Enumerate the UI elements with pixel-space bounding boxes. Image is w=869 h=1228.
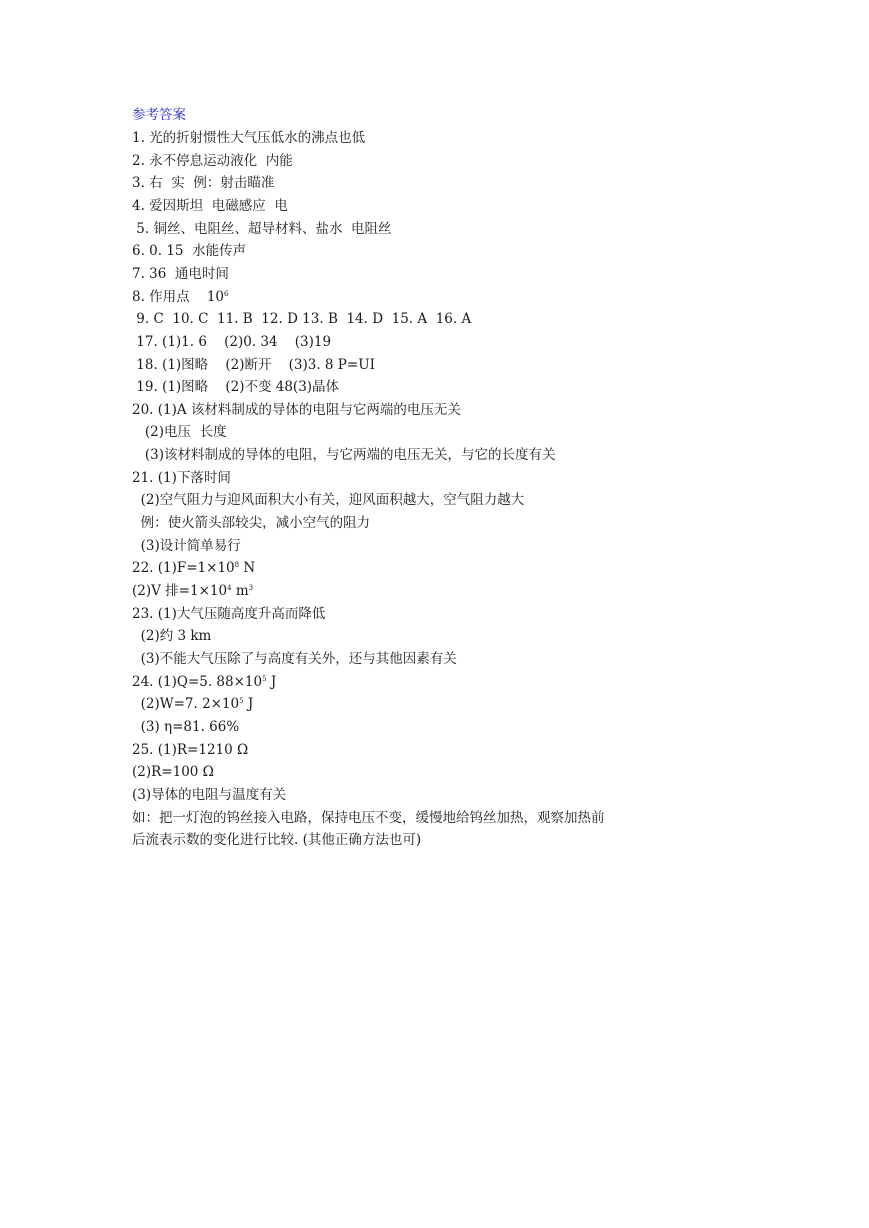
- answer-line: [132, 514, 370, 532]
- answer-line: [132, 741, 248, 759]
- answer-line: [132, 718, 239, 736]
- superscript: 4: [227, 584, 232, 592]
- answer-text: 9. C 10. C 11. B 12. D 13. B 14. D 15. A 16. A: [132, 311, 472, 327]
- answer-text: 20. (1)A 该材料制成的导体的电阻与它两端的电压无关: [132, 402, 461, 418]
- answer-text: 8. 作用点 10: [132, 289, 225, 305]
- answer-text: 21. (1)下落时间: [132, 470, 231, 486]
- answer-text: (3)不能大气压除了与高度有关外，还与其他因素有关: [132, 651, 457, 667]
- answer-text: 如：把一灯泡的钨丝接入电路，保持电压不变，缓慢地给钨丝加热，观察加热前: [132, 810, 605, 826]
- answer-text: (2)W=7. 2×10: [132, 696, 240, 712]
- answer-text: (2)空气阻力与迎风面积大小有关，迎风面积越大，空气阻力越大: [132, 492, 525, 508]
- superscript: 5: [239, 697, 244, 705]
- answer-text: 3. 右 实 例：射击瞄准: [132, 175, 275, 191]
- answer-line: [132, 673, 276, 691]
- answer-text: (3)设计简单易行: [132, 538, 241, 554]
- answer-text: 7. 36 通电时间: [132, 266, 229, 282]
- answer-text: (2)R=100 Ω: [132, 764, 214, 780]
- answer-text: 18. (1)图略 (2)断开 (3)3. 8 P=UI: [132, 357, 375, 373]
- answer-line: [132, 356, 375, 374]
- answer-line: [132, 627, 211, 645]
- answer-text: 24. (1)Q=5. 88×10: [132, 674, 263, 690]
- answer-text: m: [231, 583, 249, 599]
- answer-line: [132, 129, 365, 147]
- answer-text: (2)电压 长度: [132, 424, 227, 440]
- answer-text: N: [239, 560, 256, 576]
- answer-line: [132, 174, 274, 192]
- superscript: 3: [248, 584, 254, 592]
- answer-line: [132, 446, 556, 464]
- answer-line: [132, 333, 331, 351]
- answer-line: [132, 378, 339, 396]
- page-title: 参考答案: [132, 107, 186, 123]
- superscript: 5: [262, 675, 267, 683]
- answer-line: [132, 265, 229, 283]
- answer-text: 2. 永不停息运动液化 内能: [132, 153, 293, 169]
- answer-line: [132, 401, 461, 419]
- answer-text: (2)约 3 km: [132, 628, 212, 644]
- answer-line: [132, 469, 231, 487]
- superscript: 8: [234, 561, 240, 569]
- answer-line: [132, 831, 421, 849]
- answer-line: [132, 152, 293, 170]
- answer-line: [132, 242, 246, 260]
- answer-line: [132, 288, 228, 306]
- answer-text: 后流表示数的变化进行比较. (其他正确方法也可): [132, 832, 422, 848]
- answer-line: [132, 220, 392, 238]
- answer-line: [132, 786, 286, 804]
- answer-text: 例：使火箭头部较尖，减小空气的阻力: [132, 515, 371, 531]
- answer-text: 23. (1)大气压随高度升高而降低: [132, 606, 326, 622]
- answer-line: [132, 423, 227, 441]
- answer-text: 25. (1)R=1210 Ω: [132, 742, 249, 758]
- answer-line: [132, 197, 288, 215]
- answer-line: [132, 809, 605, 827]
- superscript: 6: [224, 290, 229, 298]
- answer-line: [132, 582, 253, 600]
- answer-text: 1. 光的折射惯性大气压低水的沸点也低: [132, 130, 366, 146]
- answer-text: J: [243, 696, 254, 712]
- answer-text: (2)V 排=1×10: [132, 583, 228, 599]
- answer-text: 17. (1)1. 6 (2)0. 34 (3)19: [132, 334, 332, 350]
- answer-text: 6. 0. 15 水能传声: [132, 243, 247, 259]
- answer-text: 22. (1)F=1×10: [132, 560, 235, 576]
- answer-line: [132, 310, 471, 328]
- answer-line: [132, 605, 325, 623]
- answer-line: [132, 491, 524, 509]
- answer-text: J: [266, 674, 277, 690]
- answer-text: 5. 铜丝、电阻丝、超导材料、盐水 电阻丝: [132, 221, 392, 237]
- answer-text: (3) η=81. 66%: [132, 719, 240, 735]
- answer-line: [132, 537, 241, 555]
- answer-line: [132, 559, 255, 577]
- answer-line: [132, 650, 457, 668]
- answer-line: [132, 695, 253, 713]
- answer-text: 19. (1)图略 (2)不变 48(3)晶体: [132, 379, 340, 395]
- answer-text: (3)导体的电阻与温度有关: [132, 787, 287, 803]
- answer-text: 4. 爱因斯坦 电磁感应 电: [132, 198, 288, 214]
- answer-text: (3)该材料制成的导体的电阻，与它两端的电压无关，与它的长度有关: [132, 447, 556, 463]
- answer-line: [132, 763, 214, 781]
